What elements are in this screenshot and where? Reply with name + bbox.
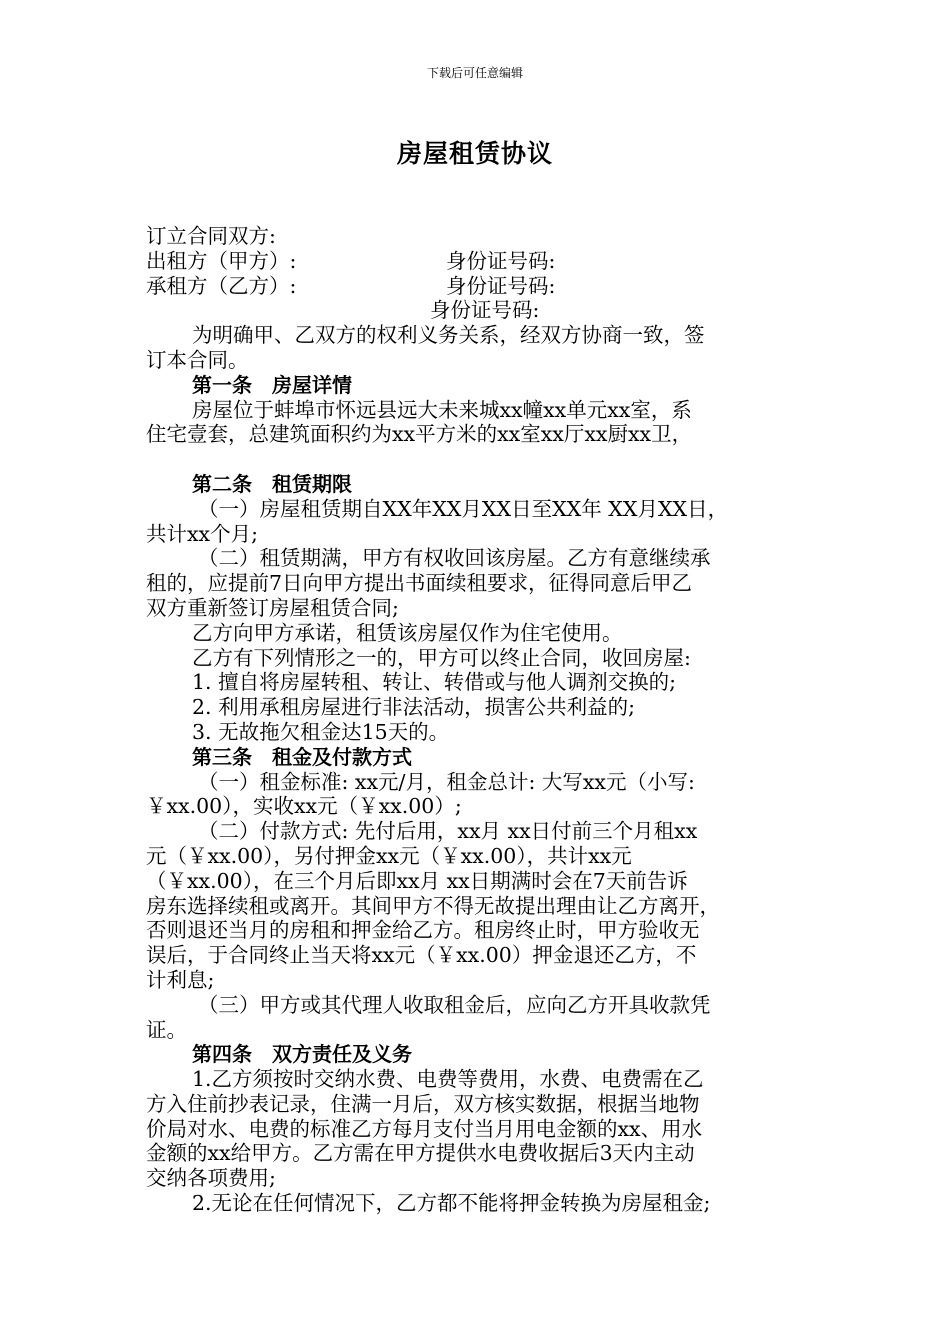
list-item: 3. 无故拖欠租金达15天的。 — [192, 719, 450, 744]
paragraph: 交纳各项费用; — [146, 1166, 276, 1191]
paragraph: （二）租赁期满，甲方有权收回该房屋。乙方有意继续承 — [198, 546, 711, 571]
paragraph: 价局对水、电费的标准乙方每月支付当月用电金额的xx、用水 — [146, 1116, 703, 1141]
paragraph: 房屋位于蚌埠市怀远县远大未来城xx幢xx单元xx室，系 — [192, 397, 692, 422]
paragraph: 房东选择续租或离开。其间甲方不得无故提出理由让乙方离开， — [146, 893, 720, 918]
paragraph: （￥xx.00），在三个月后即xx月 xx日期满时会在7天前告诉 — [146, 868, 688, 893]
paragraph: （一）房屋租赁期自XX年XX月XX日至XX年 XX月XX日， — [198, 496, 729, 521]
paragraph: 订本合同。 — [146, 347, 249, 372]
paragraph: 元（￥xx.00），另付押金xx元（￥xx.00），共计xx元 — [146, 843, 632, 868]
parties-intro: 订立合同双方: — [146, 224, 276, 248]
paragraph: 否则退还当月的房租和押金给乙方。租房终止时，甲方验收无 — [146, 918, 700, 943]
lessee-row — [146, 274, 811, 299]
section-heading-1: 第一条 房屋详情 — [192, 372, 352, 397]
section-heading-2: 第二条 租赁期限 — [192, 471, 352, 496]
paragraph: （一）租金标准: xx元/月，租金总计: 大写xx元（小写: — [198, 769, 695, 794]
paragraph: 金额的xx给甲方。乙方需在甲方提供水电费收据后3天内主动 — [146, 1141, 695, 1166]
lessee-label: 承租方（乙方）: — [146, 273, 297, 298]
paragraph: 共计xx个月; — [146, 521, 259, 546]
lessor-row — [146, 249, 811, 274]
extra-id-label: 身份证号码: — [430, 298, 540, 323]
paragraph: 方入住前抄表记录，住满一月后，双方核实数据，根据当地物 — [146, 1091, 700, 1116]
list-item: 1. 擅自将房屋转租、转让、转借或与他人调剂交换的; — [192, 670, 676, 695]
paragraph: ￥xx.00），实收xx元（￥xx.00）; — [146, 794, 462, 819]
paragraph: （三）甲方或其代理人收取租金后，应向乙方开具收款凭 — [198, 992, 711, 1017]
paragraph: 住宅壹套，总建筑面积约为xx平方米的xx室xx厅xx厨xx卫， — [146, 422, 693, 447]
paragraph: 1.乙方须按时交纳水费、电费等费用，水费、电费需在乙 — [192, 1067, 704, 1092]
lessor-label: 出租方（甲方）: — [146, 248, 297, 273]
document-title: 房屋租赁协议 — [396, 139, 553, 168]
paragraph: 乙方向甲方承诺，租赁该房屋仅作为住宅使用。 — [192, 620, 623, 645]
spacer — [146, 447, 811, 472]
lessee-id-label: 身份证号码: — [446, 273, 556, 298]
lessor-id-label: 身份证号码: — [446, 248, 556, 273]
paragraph: 租的，应提前7日向甲方提出书面续租要求，征得同意后甲乙 — [146, 571, 693, 596]
paragraph: 证。 — [146, 1017, 187, 1042]
paragraph: 乙方有下列情形之一的，甲方可以终止合同，收回房屋: — [192, 645, 691, 670]
paragraph: （二）付款方式: 先付后用，xx月 xx日付前三个月租xx — [198, 819, 698, 844]
section-heading-3: 第三条 租金及付款方式 — [192, 744, 412, 769]
paragraph: 计利息; — [146, 967, 215, 992]
extra-id-row — [146, 298, 811, 323]
contract-body — [146, 224, 811, 1216]
paragraph: 为明确甲、乙双方的权利义务关系，经双方协商一致，签 — [192, 323, 705, 348]
paragraph: 2.无论在任何情况下，乙方都不能将押金转换为房屋租金; — [192, 1191, 711, 1216]
list-item: 2. 利用承租房屋进行非法活动，损害公共利益的; — [192, 695, 635, 720]
paragraph: 双方重新签订房屋租赁合同; — [146, 595, 399, 620]
section-heading-4: 第四条 双方责任及义务 — [192, 1042, 412, 1067]
header-note: 下载后可任意编辑 — [426, 66, 523, 80]
paragraph: 误后，于合同终止当天将xx元（￥xx.00）押金退还乙方，不 — [146, 943, 697, 968]
